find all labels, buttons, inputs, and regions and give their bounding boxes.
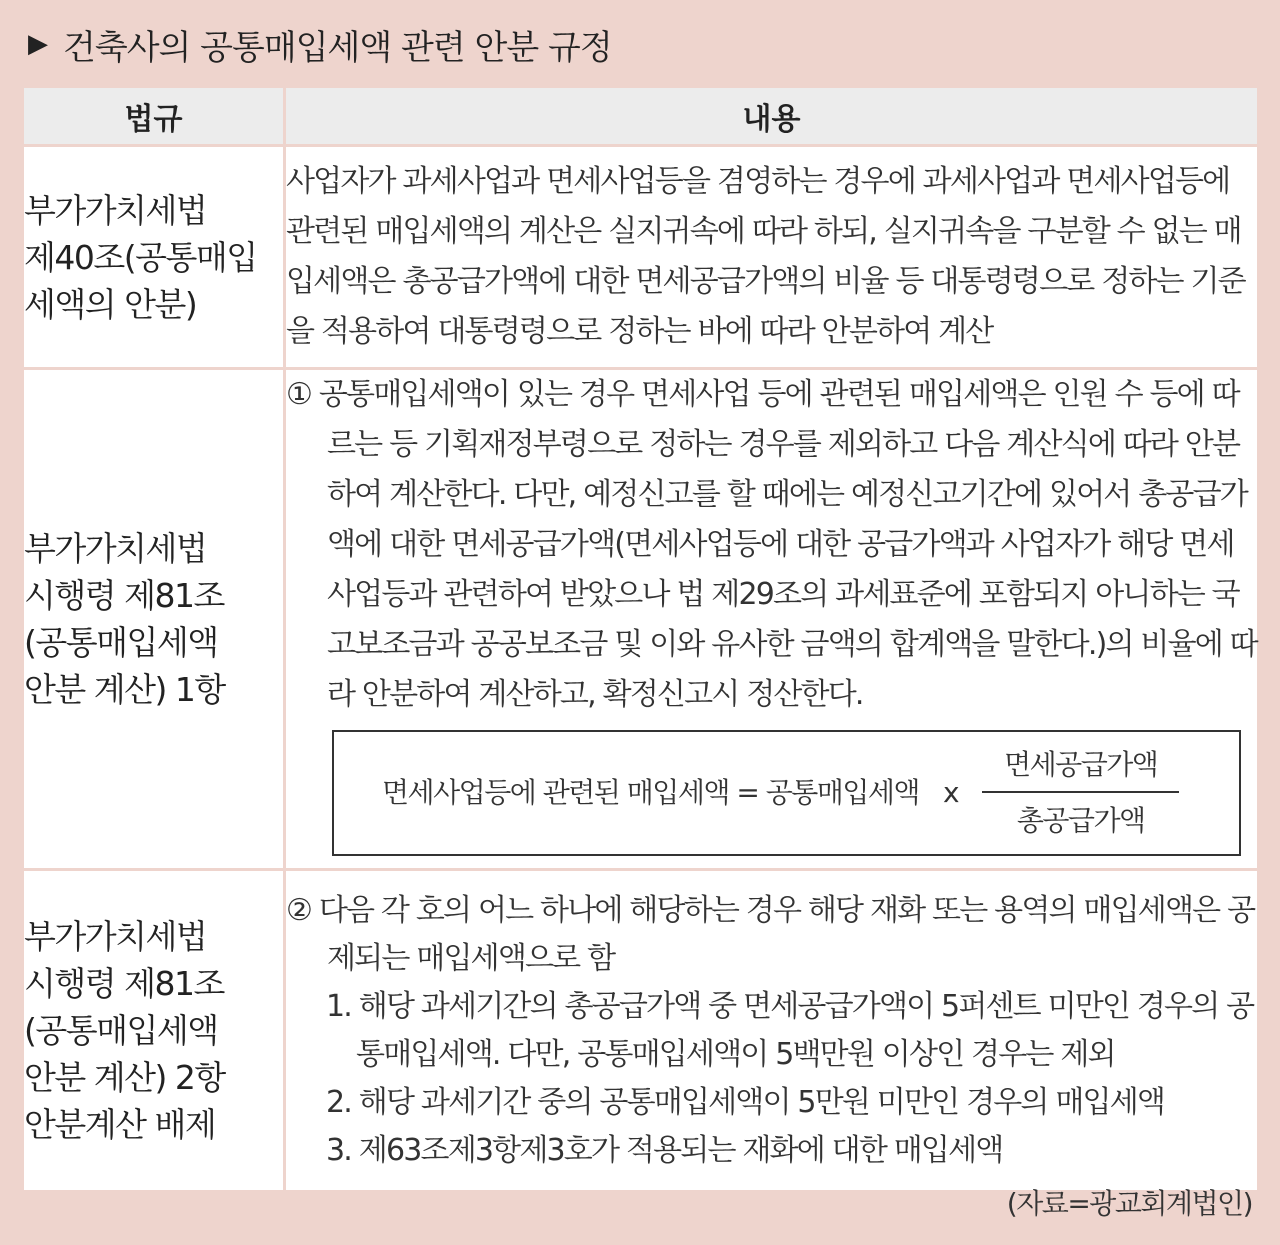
law-line: 부가가치세법 bbox=[24, 190, 207, 230]
content-cell bbox=[286, 147, 1257, 370]
formula-numerator: 면세공급가액 bbox=[982, 745, 1179, 793]
list-item: 2. 해당 과세기간 중의 공통매입세액이 5만원 미만인 경우의 매입세액 bbox=[326, 1084, 1165, 1120]
formula-left: 면세사업등에 관련된 매입세액 = 공통매입세액 bbox=[382, 776, 919, 809]
law-cell bbox=[24, 370, 286, 871]
formula-denominator: 총공급가액 bbox=[1016, 804, 1145, 837]
formula-fraction bbox=[982, 745, 1179, 841]
table-header-row bbox=[24, 88, 1257, 147]
law-line: 부가가치세법 bbox=[24, 529, 207, 568]
table-row bbox=[24, 370, 1257, 871]
formula-box bbox=[332, 730, 1241, 856]
law-line: 안분 계산) 2항 bbox=[24, 1058, 225, 1097]
triangle-bullet-icon: ▶ bbox=[28, 29, 47, 59]
content-cell bbox=[286, 370, 1257, 871]
law-line: (공통매입세액 bbox=[24, 623, 218, 662]
page-title-text: 건축사의 공통매입세액 관련 안분 규정 bbox=[63, 27, 612, 68]
law-line: 제40조(공통매입 bbox=[24, 237, 257, 277]
law-line: 안분계산 배제 bbox=[24, 1105, 216, 1144]
law-cell bbox=[24, 871, 286, 1190]
formula-times: x bbox=[942, 776, 959, 809]
law-line: 세액의 안분) bbox=[24, 284, 197, 324]
list-item: 1. 해당 과세기간의 총공급가액 중 면세공급가액이 5퍼센트 미만인 경우의 공통매입세액. 다만, 공통매입세액이 5백만원 이상인 경우는 제외 bbox=[326, 988, 1254, 1072]
table-row bbox=[24, 147, 1257, 370]
content-cell bbox=[286, 871, 1257, 1190]
law-line: 안분 계산) 1항 bbox=[24, 670, 225, 709]
header-law: 법규 bbox=[24, 88, 286, 147]
regulation-table bbox=[24, 88, 1257, 1190]
law-line: 시행령 제81조 bbox=[24, 964, 224, 1003]
table-row bbox=[24, 871, 1257, 1190]
page-title bbox=[28, 18, 612, 70]
law-line: (공통매입세액 bbox=[24, 1011, 218, 1050]
content-text: ① 공통매입세액이 있는 경우 면세사업 등에 관련된 매입세액은 인원 수 등에 따르는 등 기획재정부령으로 정하는 경우를 제외하고 다음 계산식에 따라 안분하여 계산한다. 다만, 예정신고를 할 때에는 예정신고기간에 있어서 총공급가액에 대한 면세공급가액(면세사업등에 대한 공급가액과 사업자가 해당 면세사업등과 관련하여 받았으나 법 제29조의 과세표준에 포함되지 아니하는 국고보조금과 공공보조금 및 이와 유사한 금액의 합계액을 말한다.)의 비율에 따라 안분하여 계산하고, 확정신고시 정산한다. bbox=[286, 377, 1257, 712]
content-text: ② 다음 각 호의 어느 하나에 해당하는 경우 해당 재화 또는 용역의 매입세액은 공제되는 매입세액으로 함 bbox=[286, 892, 1255, 976]
law-line: 부가가치세법 bbox=[24, 917, 207, 956]
content-text: 사업자가 과세사업과 면세사업등을 겸영하는 경우에 과세사업과 면세사업등에 관련된 매입세액의 계산은 실지귀속에 따라 하되, 실지귀속을 구분할 수 없는 매입세액은 총공급가액에 대한 면세공급가액의 비율 등 대통령령으로 정하는 기준을 적용하여 대통령령으로 정하는 바에 따라 안분하여 계산 bbox=[286, 164, 1245, 349]
source-credit: (자료=광교회계법인) bbox=[1006, 1187, 1252, 1220]
list-item: 3. 제63조제3항제3호가 적용되는 재화에 대한 매입세액 bbox=[326, 1132, 1003, 1168]
law-cell bbox=[24, 147, 286, 370]
header-content: 내용 bbox=[286, 88, 1257, 147]
law-line: 시행령 제81조 bbox=[24, 576, 224, 615]
